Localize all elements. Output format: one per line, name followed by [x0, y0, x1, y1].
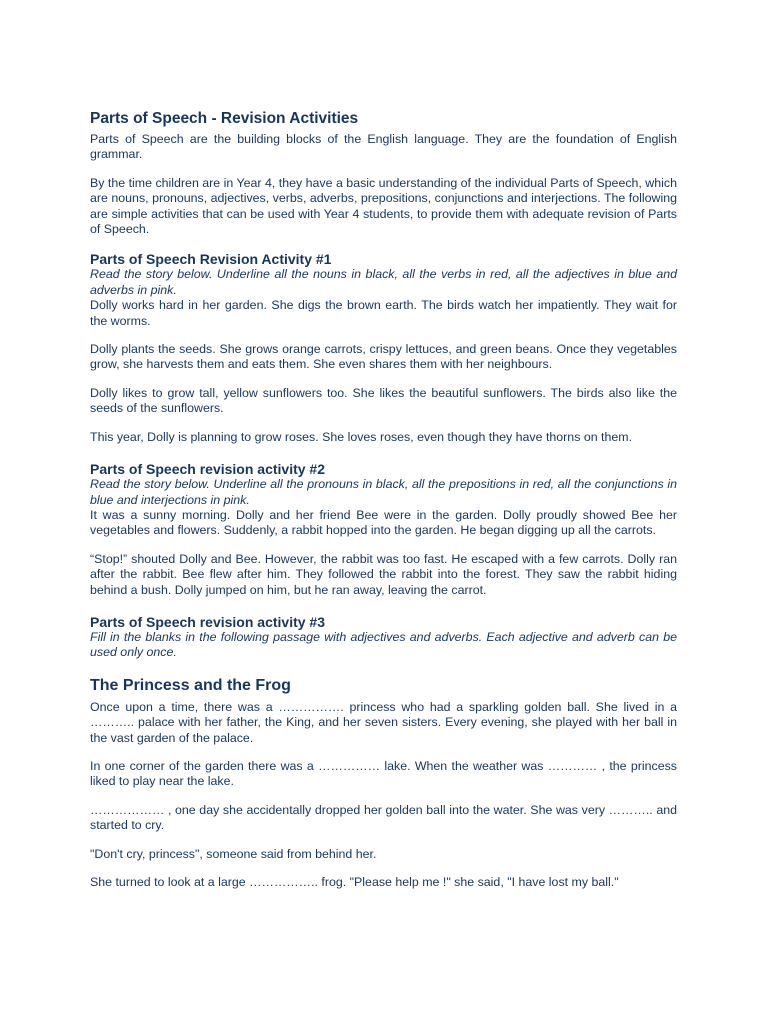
activity-2-instruction: Read the story below. Underline all the pronouns in black, all the prepositions in red, all the conjunctions in blue and interjections in pink. [90, 477, 677, 507]
activity-2-heading: Parts of Speech revision activity #2 [90, 461, 325, 478]
intro-paragraph: By the time children are in Year 4, they have a basic understanding of the individual Parts of Speech, which are nouns, pronouns, adjectives, verbs, adverbs, prepositions, conjunctions and interjections. The following are simple activities that can be used with Year 4 students, to provide them with adequate revision of Parts of Speech. [90, 175, 677, 237]
story-paragraph: "Don't cry, princess", someone said from behind her. [90, 846, 377, 861]
story-paragraph: She turned to look at a large …………….. frog. "Please help me !" she said, "I have lost my ball." [90, 875, 619, 889]
story-paragraph: In one corner of the garden there was a …………… lake. When the weather was ………… , the princess liked to play near the lake. [90, 758, 677, 789]
activity-2-paragraph: “Stop!” shouted Dolly and Bee. However, the rabbit was too fast. He escaped with a few carrots. Dolly ran after the rabbit. Bee flew after him. They followed the rabbit into the forest. They saw the rabbit hiding behind a bush. Dolly jumped on him, but he ran away, leaving the carrot. [90, 551, 677, 597]
story-heading: The Princess and the Frog [90, 676, 291, 694]
document-page [90, 110, 677, 903]
page-title: Parts of Speech - Revision Activities [90, 110, 359, 127]
story-paragraph: ……………… , one day she accidentally dropped her golden ball into the water. She was very ……….. and started to cry. [90, 802, 677, 833]
activity-3-heading: Parts of Speech revision activity #3 [90, 613, 325, 630]
story-paragraph: Once upon a time, there was a ……………. princess who had a sparkling golden ball. She lived in a ……….. palace with her father, the King, and her seven sisters. Every evening, she played with her ball in the vast garden of the palace. [90, 699, 677, 745]
activity-1-instruction: Read the story below. Underline all the nouns in black, all the verbs in red, all the adjectives in blue and adverbs in pink. [90, 267, 677, 297]
activity-2-paragraph: It was a sunny morning. Dolly and her friend Bee were in the garden. Dolly proudly showed Bee her vegetables and flowers. Suddenly, a rabbit hopped into the garden. He began digging up all the carrots. [90, 507, 677, 538]
activity-1-heading: Parts of Speech Revision Activity #1 [90, 251, 332, 268]
activity-1-paragraph: This year, Dolly is planning to grow roses. She loves roses, even though they have thorns on them. [90, 429, 633, 444]
activity-1-paragraph: Dolly works hard in her garden. She digs the brown earth. The birds watch her impatiently. They wait for the worms. [90, 298, 677, 328]
activity-1-paragraph: Dolly likes to grow tall, yellow sunflowers too. She likes the beautiful sunflowers. The birds also like the seeds of the sunflowers. [90, 385, 677, 416]
activity-3-instruction: Fill in the blanks in the following passage with adjectives and adverbs. Each adjective and adverb can be used only once. [90, 629, 677, 660]
activity-1-paragraph: Dolly plants the seeds. She grows orange carrots, crispy lettuces, and green beans. Once they vegetables grow, she harvests them and eats them. She even shares them with her neighbours. [90, 342, 677, 372]
intro-paragraph: Parts of Speech are the building blocks of the English language. They are the foundation of English grammar. [90, 132, 677, 162]
